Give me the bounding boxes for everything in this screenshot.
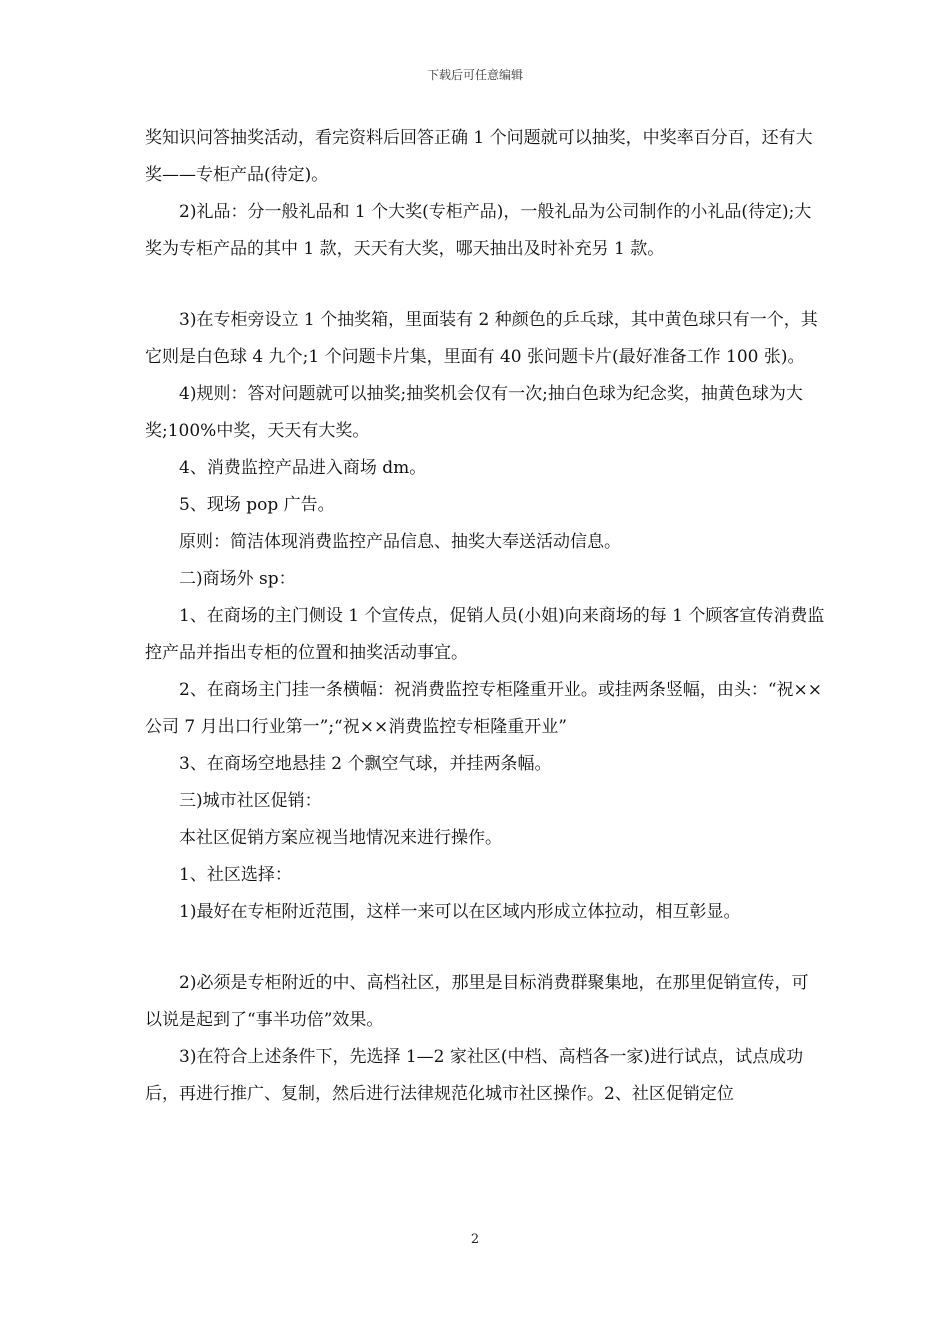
document-body [145,120,825,1113]
paragraph: 1)最好在专柜附近范围，这样一来可以在区域内形成立体拉动，相互彰显。 [179,902,741,922]
paragraph: 本社区促销方案应视当地情况来进行操作。 [179,828,502,848]
page-header-note: 下载后可任意编辑 [426,68,523,82]
page-number: 2 [470,1232,480,1247]
section-heading: 三)城市社区促销： [179,791,322,811]
paragraph: 4)规则：答对问题就可以抽奖;抽奖机会仅有一次;抽白色球为纪念奖，抽黄色球为大奖;100%中奖，天天有大奖。 [145,384,803,441]
paragraph: 2、在商场主门挂一条横幅：祝消费监控专柜隆重开业。或挂两条竖幅，由头：“祝××公司 7 月出口行业第一”;“祝××消费监控专柜隆重开业” [145,680,822,737]
section-heading: 二)商场外 sp： [179,569,296,589]
paragraph: 5、现场 pop 广告。 [179,495,335,515]
paragraph: 3)在符合上述条件下，先选择 1—2 家社区(中档、高档各一家)进行试点，试点成功后，再进行推广、复制，然后进行法律规范化城市社区操作。2、社区促销定位 [145,1047,804,1104]
paragraph: 3)在专柜旁设立 1 个抽奖箱，里面装有 2 种颜色的乒乓球，其中黄色球只有一个，其它则是白色球 4 九个;1 个问题卡片集，里面有 40 张问题卡片(最好准备工作 100 张)。 [145,310,818,367]
paragraph: 1、社区选择： [179,865,292,885]
paragraph: 原则：简洁体现消费监控产品信息、抽奖大奉送活动信息。 [179,532,621,552]
paragraph: 3、在商场空地悬挂 2 个飘空气球，并挂两条幅。 [179,754,552,774]
paragraph: 1、在商场的主门侧设 1 个宣传点，促销人员(小姐)向来商场的每 1 个顾客宣传消费监控产品并指出专柜的位置和抽奖活动事宜。 [145,606,825,663]
paragraph: 4、消费监控产品进入商场 dm。 [179,458,427,478]
paragraph: 2)必须是专柜附近的中、高档社区，那里是目标消费群聚集地，在那里促销宣传，可以说是起到了“事半功倍”效果。 [145,973,809,1030]
paragraph: 奖知识问答抽奖活动，看完资料后回答正确 1 个问题就可以抽奖，中奖率百分百，还有大奖——专柜产品(待定)。 [145,128,813,185]
paragraph: 2)礼品：分一般礼品和 1 个大奖(专柜产品)，一般礼品为公司制作的小礼品(待定);大奖为专柜产品的其中 1 款，天天有大奖，哪天抽出及时补充另 1 款。 [145,202,812,259]
